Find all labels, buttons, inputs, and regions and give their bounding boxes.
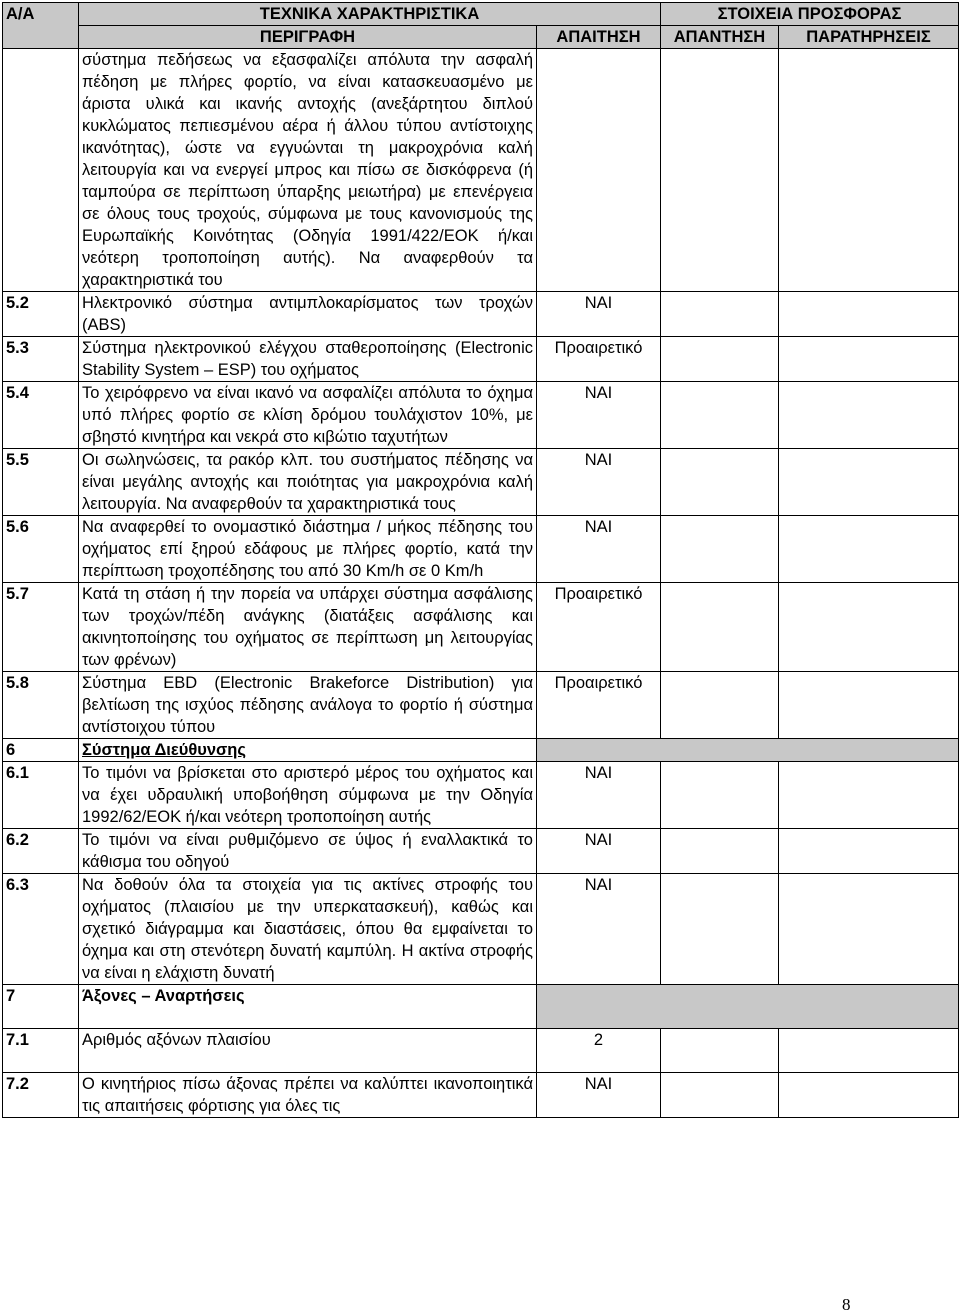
row-notes <box>779 337 959 382</box>
section-title: Άξονες – Αναρτήσεις <box>79 985 537 1029</box>
table-row <box>3 516 959 583</box>
row-desc: Σύστημα EBD (Electronic Brakeforce Distribution) για βελτίωση της ισχύος πέδησης ανάλογα το φορτίο ή σύστημα αντίστοιχου τύπου <box>79 672 537 739</box>
row-desc: Αριθμός αξόνων πλαισίου <box>79 1029 537 1073</box>
row-num: 5.2 <box>3 292 79 337</box>
row-req: ΝΑΙ <box>537 829 661 874</box>
section-num: 6 <box>3 739 79 762</box>
section-fill <box>537 985 959 1029</box>
row-req: ΝΑΙ <box>537 1073 661 1118</box>
row-num: 7.2 <box>3 1073 79 1118</box>
row-req: ΝΑΙ <box>537 516 661 583</box>
row-notes <box>779 292 959 337</box>
row-notes <box>779 762 959 829</box>
row-num <box>3 49 79 292</box>
table-row <box>3 672 959 739</box>
table-row <box>3 449 959 516</box>
table-row <box>3 874 959 985</box>
row-num: 5.8 <box>3 672 79 739</box>
row-num: 7.1 <box>3 1029 79 1073</box>
row-desc: Να δοθούν όλα τα στοιχεία για τις ακτίνες στροφής του οχήματος (πλαισίου με την υπερκατασκευή), καθώς και σχετικό διάγραμμα και διαστάσεις, όπου θα εμφαίνεται το όχημα και στη στενότερη δυνατή καμπύλη. Η ακτίνα στροφής να είναι η ελάχιστη δυνατή <box>79 874 537 985</box>
table-row <box>3 583 959 672</box>
row-desc: Κατά τη στάση ή την πορεία να υπάρχει σύστημα ασφάλισης των τροχών/πέδη ανάγκης (διατάξεις ασφάλισης και ακινητοποίησης του οχήματος σε περίπτωση μη λειτουργίας των φρένων) <box>79 583 537 672</box>
row-notes <box>779 516 959 583</box>
row-answer <box>661 516 779 583</box>
section-row-7 <box>3 985 959 1029</box>
header-req: ΑΠΑΙΤΗΣΗ <box>537 26 661 49</box>
table-row <box>3 1073 959 1118</box>
table-row <box>3 1029 959 1073</box>
row-num: 6.2 <box>3 829 79 874</box>
row-answer <box>661 49 779 292</box>
row-answer <box>661 292 779 337</box>
row-notes <box>779 1073 959 1118</box>
row-notes <box>779 49 959 292</box>
row-notes <box>779 1029 959 1073</box>
header-answer: ΑΠΑΝΤΗΣΗ <box>661 26 779 49</box>
section-row-6 <box>3 739 959 762</box>
header-offer: ΣΤΟΙΧΕΙΑ ΠΡΟΣΦΟΡΑΣ <box>661 3 959 26</box>
header-row-2 <box>3 26 959 49</box>
section-num: 7 <box>3 985 79 1029</box>
row-req: Προαιρετικό <box>537 583 661 672</box>
row-num: 5.3 <box>3 337 79 382</box>
row-answer <box>661 874 779 985</box>
row-desc: σύστημα πεδήσεως να εξασφαλίζει απόλυτα την ασφαλή πέδηση με πλήρες φορτίο, να είναι κατασκευασμένο με άριστα υλικά και ικανής αντοχής (ανεξάρτητου διπλού κυκλώματος πεπιεσμένου αέρα ή άλλου τύπου αντίστοιχης ικανότητας), ώστε να εγγυώνται τη μακροχρόνια καλή λειτουργία και να ενεργεί μπρος και πίσω σε δισκόφρενα (ή ταμπούρα σε περίπτωση ύπαρξης μειωτήρα) με επενέργεια σε όλους τους τροχούς, σύμφωνα με τους κανονισμούς της Ευρωπαϊκής Κοινότητας (Οδηγία 1991/422/ΕΟΚ ή/και νεότερη τροποποίηση αυτής). Να αναφερθούν τα χαρακτηριστικά του <box>79 49 537 292</box>
row-notes <box>779 829 959 874</box>
header-notes: ΠΑΡΑΤΗΡΗΣΕΙΣ <box>779 26 959 49</box>
row-num: 5.5 <box>3 449 79 516</box>
row-num: 5.7 <box>3 583 79 672</box>
row-desc: Να αναφερθεί το ονομαστικό διάστημα / μήκος πέδησης του οχήματος επί ξηρού εδάφους με πλήρες φορτίο, κατά την περίπτωση τροχοπέδησης του από 30 Km/h σε 0 Km/h <box>79 516 537 583</box>
spec-table <box>2 2 959 1118</box>
row-num: 5.4 <box>3 382 79 449</box>
row-req: ΝΑΙ <box>537 449 661 516</box>
row-desc: Ο κινητήριος πίσω άξονας πρέπει να καλύπτει ικανοποιητικά τις απαιτήσεις φόρτισης για όλες τις <box>79 1073 537 1118</box>
row-req: ΝΑΙ <box>537 762 661 829</box>
row-notes <box>779 449 959 516</box>
row-notes <box>779 382 959 449</box>
row-req: ΝΑΙ <box>537 874 661 985</box>
header-tech: ΤΕΧΝΙΚΑ ΧΑΡΑΚΤΗΡΙΣΤΙΚΑ <box>79 3 661 26</box>
table-row <box>3 382 959 449</box>
row-desc: Ηλεκτρονικό σύστημα αντιμπλοκαρίσματος των τροχών (ABS) <box>79 292 537 337</box>
row-answer <box>661 1029 779 1073</box>
row-answer <box>661 449 779 516</box>
row-desc: Το τιμόνι να βρίσκεται στο αριστερό μέρος του οχήματος και να έχει υδραυλική υποβοήθηση σύμφωνα με την Οδηγία 1992/62/ΕΟΚ ή/και νεότερη τροποποίηση αυτής <box>79 762 537 829</box>
row-notes <box>779 874 959 985</box>
row-notes <box>779 672 959 739</box>
row-req: ΝΑΙ <box>537 382 661 449</box>
row-desc: Το χειρόφρενο να είναι ικανό να ασφαλίζει απόλυτα το όχημα υπό πλήρες φορτίο σε κλίση δρόμου τουλάχιστον 10%, με σβηστό κινητήρα και νεκρά στο κιβώτιο ταχυτήτων <box>79 382 537 449</box>
row-answer <box>661 672 779 739</box>
row-answer <box>661 762 779 829</box>
row-req: Προαιρετικό <box>537 337 661 382</box>
row-req <box>537 49 661 292</box>
row-desc: Σύστημα ηλεκτρονικού ελέγχου σταθεροποίησης (Electronic Stability System – ESP) του οχήματος <box>79 337 537 382</box>
table-row <box>3 49 959 292</box>
row-req: ΝΑΙ <box>537 292 661 337</box>
table-row <box>3 337 959 382</box>
row-desc: Οι σωληνώσεις, τα ρακόρ κλπ. του συστήματος πέδησης να είναι μεγάλης αντοχής και ποιότητας για μακροχρόνια καλή λειτουργία. Να αναφερθούν τα χαρακτηριστικά τους <box>79 449 537 516</box>
row-answer <box>661 382 779 449</box>
row-req: Προαιρετικό <box>537 672 661 739</box>
table-row <box>3 762 959 829</box>
row-num: 5.6 <box>3 516 79 583</box>
header-desc: ΠΕΡΙΓΡΑΦΗ <box>79 26 537 49</box>
header-aa: Α/Α <box>3 3 79 49</box>
row-num: 6.1 <box>3 762 79 829</box>
row-answer <box>661 1073 779 1118</box>
table-row <box>3 829 959 874</box>
header-row-1 <box>3 3 959 26</box>
row-answer <box>661 829 779 874</box>
section-fill <box>537 739 959 762</box>
section-title: Σύστημα Διεύθυνσης <box>79 739 537 762</box>
page-number: 8 <box>842 1295 851 1314</box>
row-num: 6.3 <box>3 874 79 985</box>
row-req: 2 <box>537 1029 661 1073</box>
row-answer <box>661 337 779 382</box>
table-row <box>3 292 959 337</box>
row-notes <box>779 583 959 672</box>
row-answer <box>661 583 779 672</box>
row-desc: Το τιμόνι να είναι ρυθμιζόμενο σε ύψος ή εναλλακτικά το κάθισμα του οδηγού <box>79 829 537 874</box>
